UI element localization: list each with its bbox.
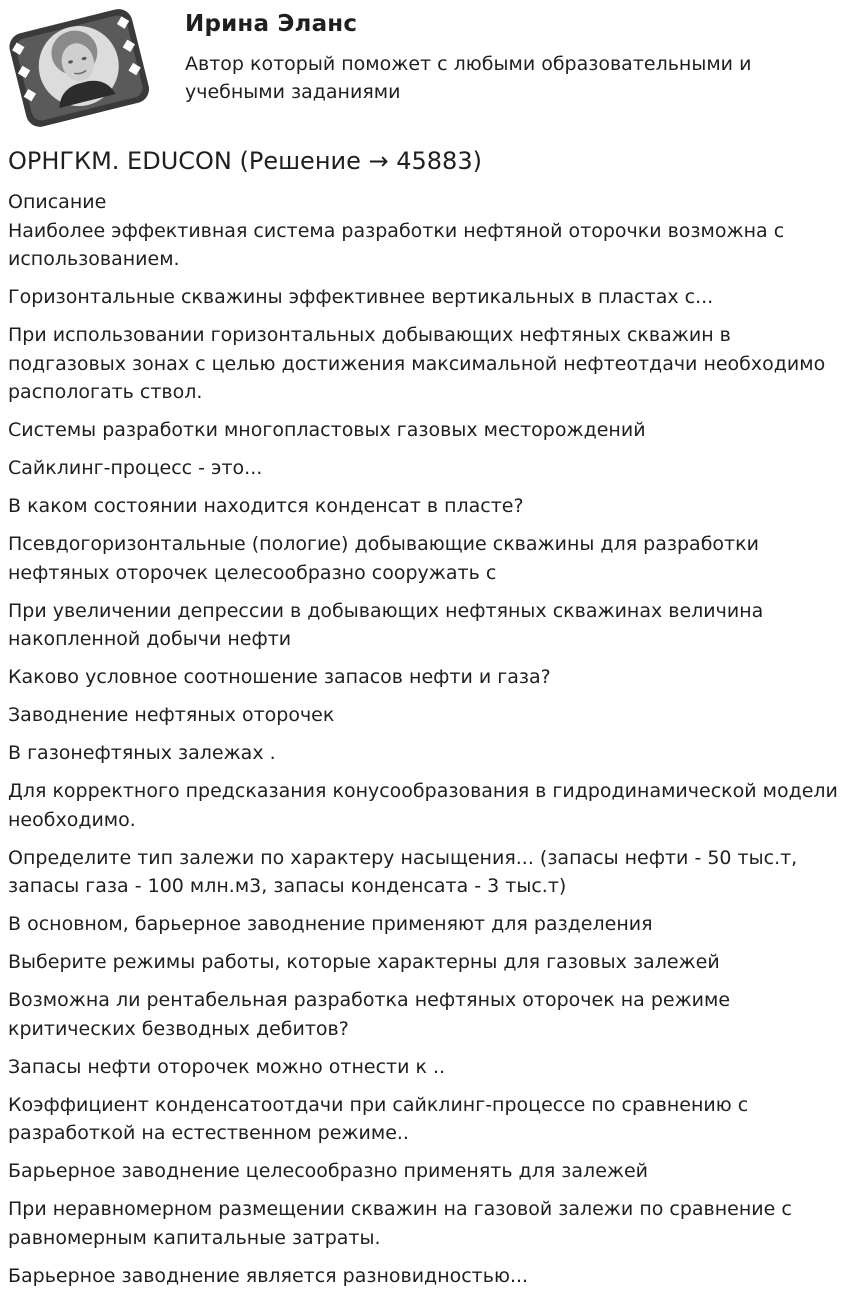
question-item: При неравномерном размещении скважин на газовой залежи по сравнение с равномерным капитальные затраты. (8, 1198, 792, 1249)
question-item: Определите тип залежи по характеру насыщения... (запасы нефти - 50 тыс.т, запасы газа - 100 млн.м3, запасы конденсата - 3 тыс.т) (8, 846, 798, 897)
question-item: Сайклинг-процесс - это... (8, 457, 263, 479)
author-block (0, 0, 847, 132)
question-item: В каком состоянии находится конденсат в пласте? (8, 495, 524, 517)
question-item: Наиболее эффективная система разработки нефтяной оторочки возможна с использованием. (8, 219, 785, 270)
question-item: Горизонтальные скважины эффективнее вертикальных в пластах с... (8, 286, 714, 308)
question-item: Возможна ли рентабельная разработка нефтяных оторочек на режиме критических безводных дебитов? (8, 989, 731, 1040)
document-content (8, 188, 842, 1300)
question-item: Системы разработки многопластовых газовых месторождений (8, 419, 646, 441)
question-item: Для корректного предсказания конусообразования в гидродинамической модели необходимо. (8, 780, 838, 831)
question-item: Каково условное соотношение запасов нефти и газа? (8, 666, 551, 688)
question-item: При использовании горизонтальных добывающих нефтяных скважин в подгазовых зонах с целью достижения максимальной нефтеотдачи необходимо распологать ствол. (8, 324, 826, 403)
question-item: В газонефтяных залежах . (8, 742, 276, 764)
page-title: ОРНГКМ. EDUCON (Решение → 45883) (8, 147, 482, 175)
author-name[interactable]: Ирина Эланс (185, 11, 358, 37)
question-item: Заводнение нефтяных оторочек (8, 704, 335, 726)
question-item: Выберите режимы работы, которые характерны для газовых залежей (8, 951, 720, 973)
description-label: Описание (8, 191, 107, 213)
question-item: Барьерное заводнение является разновидностью... (8, 1264, 529, 1287)
question-item: При увеличении депрессии в добывающих нефтяных скважинах величина накопленной добычи нефти (8, 599, 764, 650)
question-item: В основном, барьерное заводнение применяют для разделения (8, 913, 653, 935)
question-item: Запасы нефти оторочек можно отнести к .. (8, 1055, 446, 1078)
question-item: Барьерное заводнение целесообразно применять для залежей (8, 1160, 649, 1182)
author-avatar (6, 6, 152, 128)
question-item: Коэффициент конденсатоотдачи при сайклинг-процессе по сравнению с разработкой на естественном режиме.. (8, 1093, 749, 1144)
question-item: Псевдогоризонтальные (пологие) добывающие скважины для разработки нефтяных оторочек целесообразно сооружать с (8, 533, 759, 584)
author-description: Автор который поможет с любыми образовательными и учебными заданиями (185, 53, 752, 103)
